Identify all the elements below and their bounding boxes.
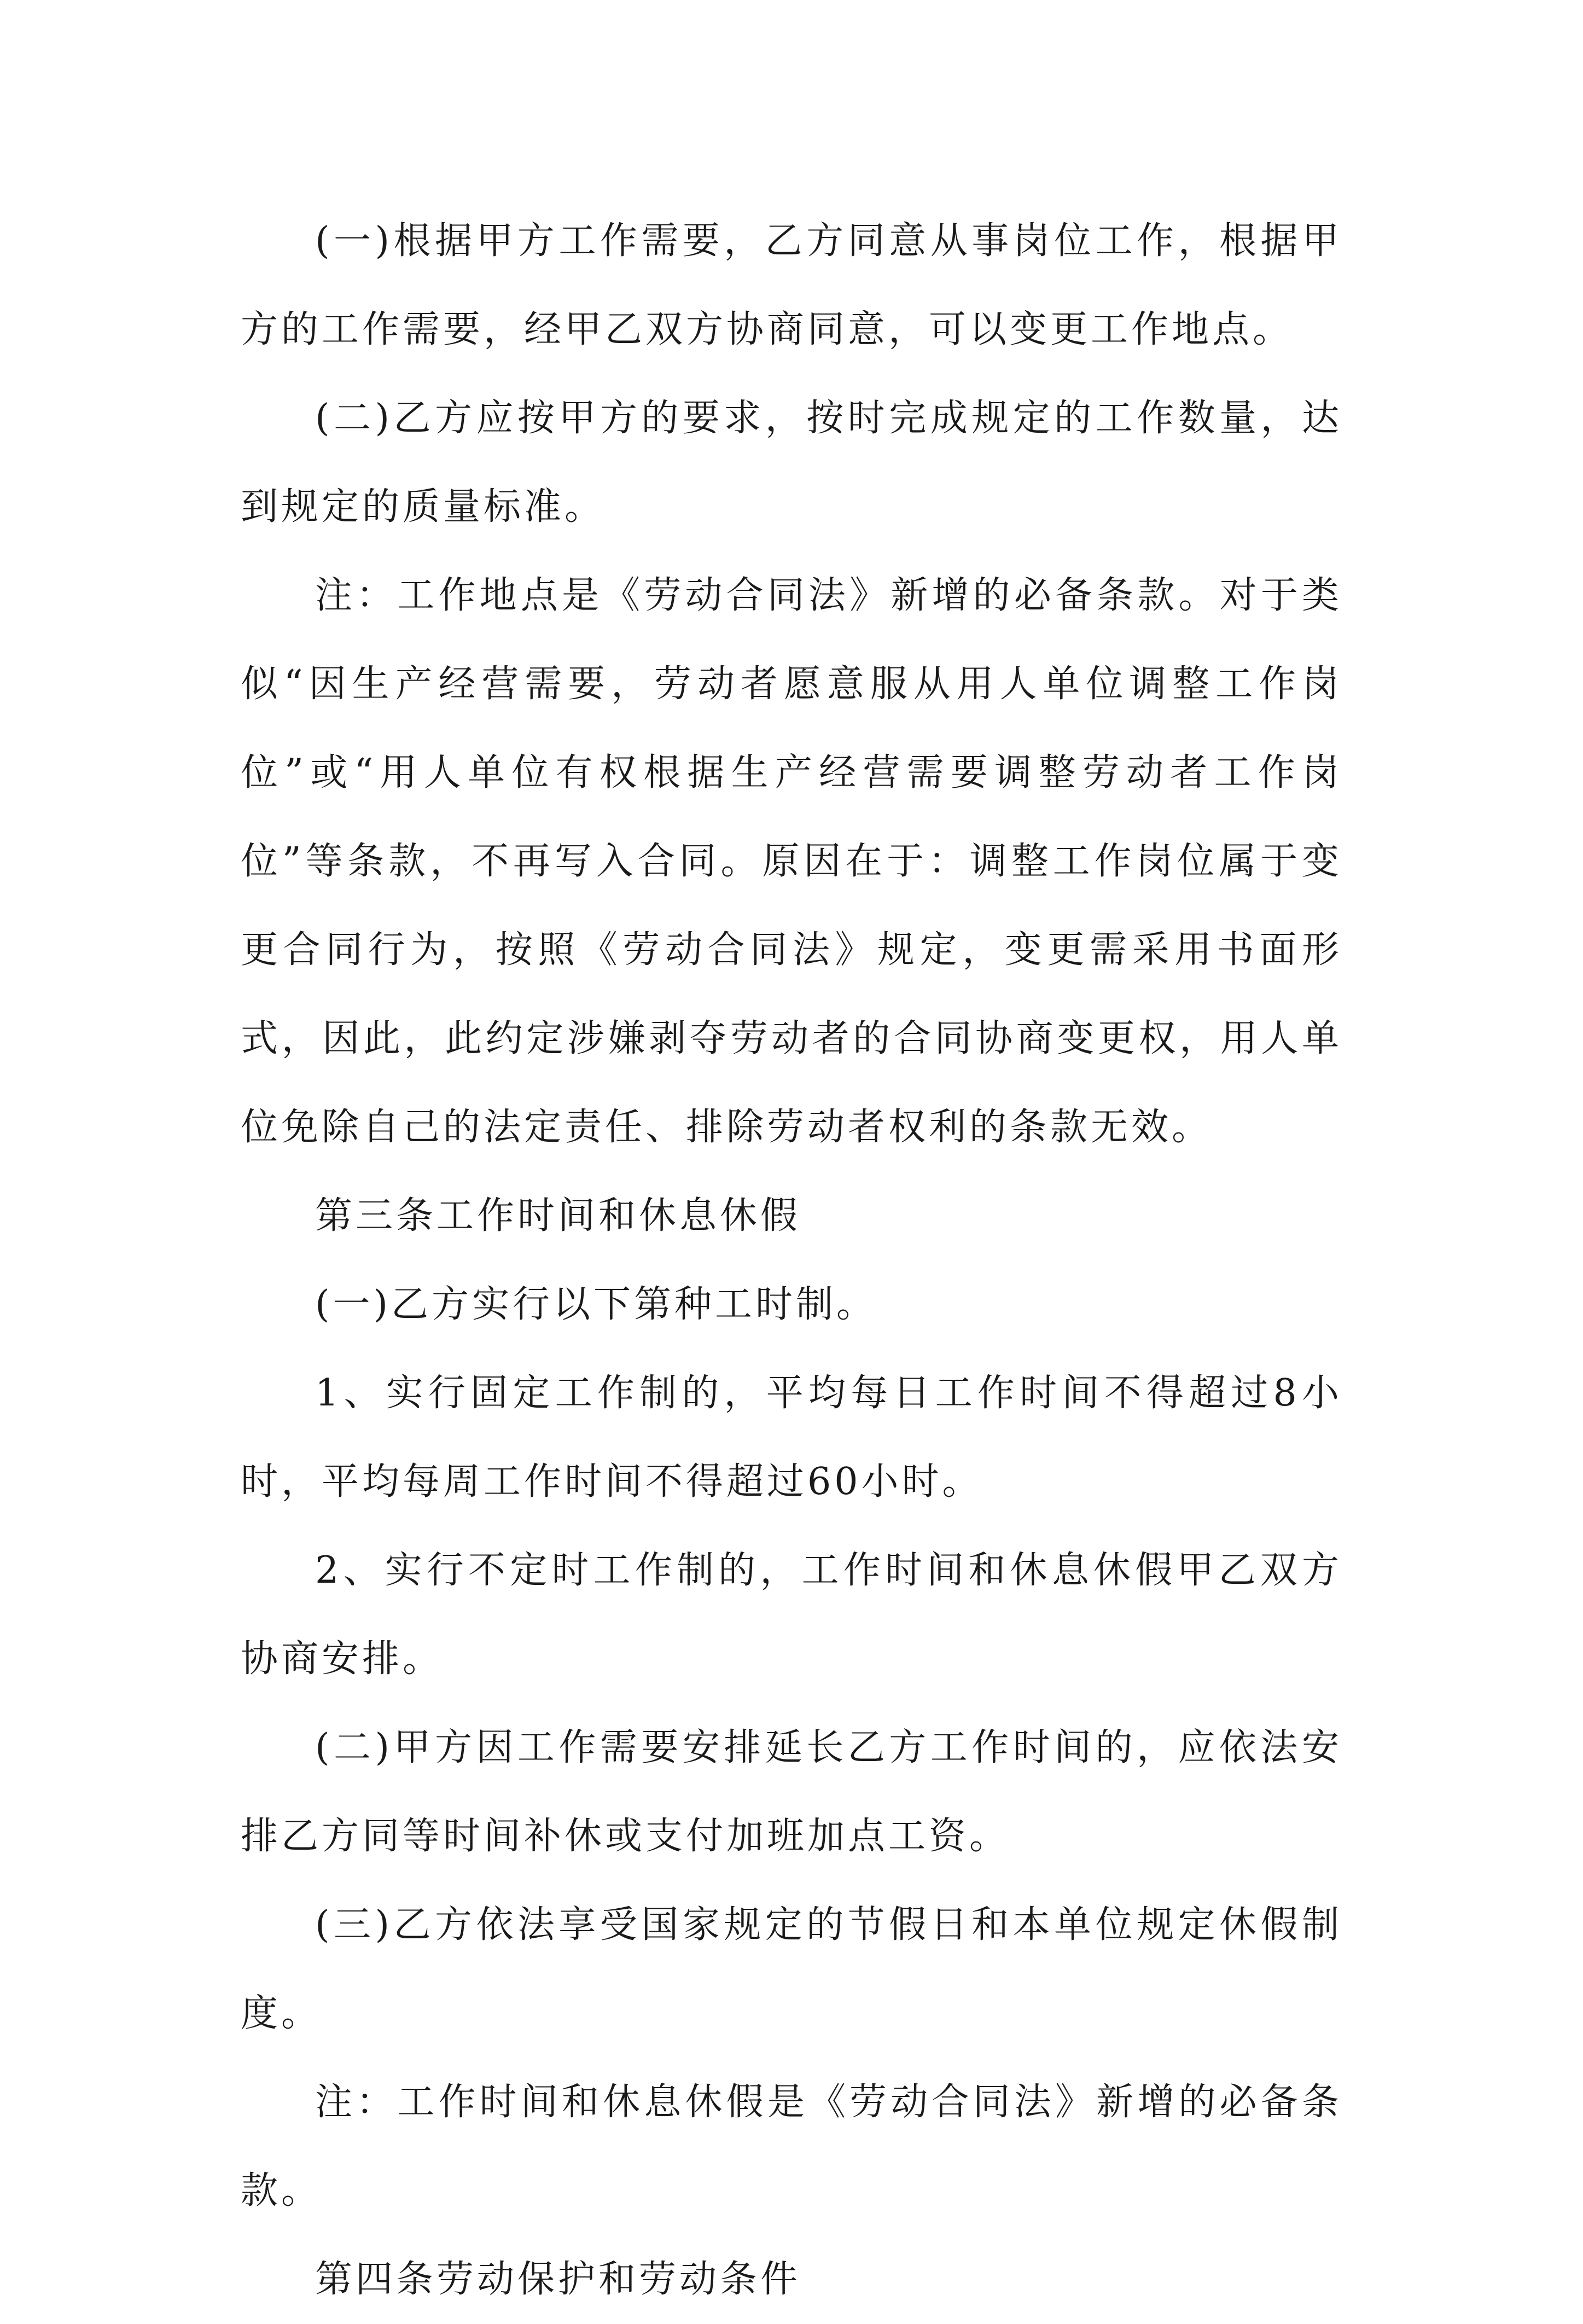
paragraph-working-hours-system: (一)乙方实行以下第种工时制。 [315, 1283, 877, 1326]
paragraph-overtime: (二)甲方因工作需要安排延长乙方工作时间的，应依法安排乙方同等时间补休或支付加班加点工资。 [241, 1726, 1342, 1858]
paragraph-holidays: (三)乙方依法享受国家规定的节假日和本单位规定休假制度。 [241, 1903, 1342, 2035]
paragraph-work-quantity: (二)乙方应按甲方的要求，按时完成规定的工作数量，达到规定的质量标准。 [241, 397, 1342, 528]
paragraph-note-work-location: 注：工作地点是《劳动合同法》新增的必备条款。对于类似“因生产经营需要，劳动者愿意服从用人单位调整工作岗位”或“用人单位有权根据生产经营需要调整劳动者工作岗位”等条款，不再写入合同。原因在于：调整工作岗位属于变更合同行为，按照《劳动合同法》规定，变更需采用书面形式，因此，此约定涉嫌剥夺劳动者的合同协商变更权，用人单位免除自己的法定责任、排除劳动者权利的条款无效。 [241, 574, 1342, 1149]
paragraph-work-location-change: (一)根据甲方工作需要，乙方同意从事岗位工作，根据甲方的工作需要，经甲乙双方协商同意，可以变更工作地点。 [241, 219, 1342, 351]
paragraph-flexible-hours: 2、实行不定时工作制的，工作时间和休息休假甲乙双方协商安排。 [241, 1549, 1342, 1681]
heading-article-4: 第四条劳动保护和劳动条件 [315, 2258, 801, 2301]
paragraph-note-working-hours: 注：工作时间和休息休假是《劳动合同法》新增的必备条款。 [241, 2081, 1342, 2212]
paragraph-fixed-hours: 1、实行固定工作制的，平均每日工作时间不得超过8小时，平均每周工作时间不得超过60小时。 [241, 1372, 1342, 1503]
document-body [241, 197, 1342, 2324]
heading-article-3: 第三条工作时间和休息休假 [315, 1194, 801, 1237]
